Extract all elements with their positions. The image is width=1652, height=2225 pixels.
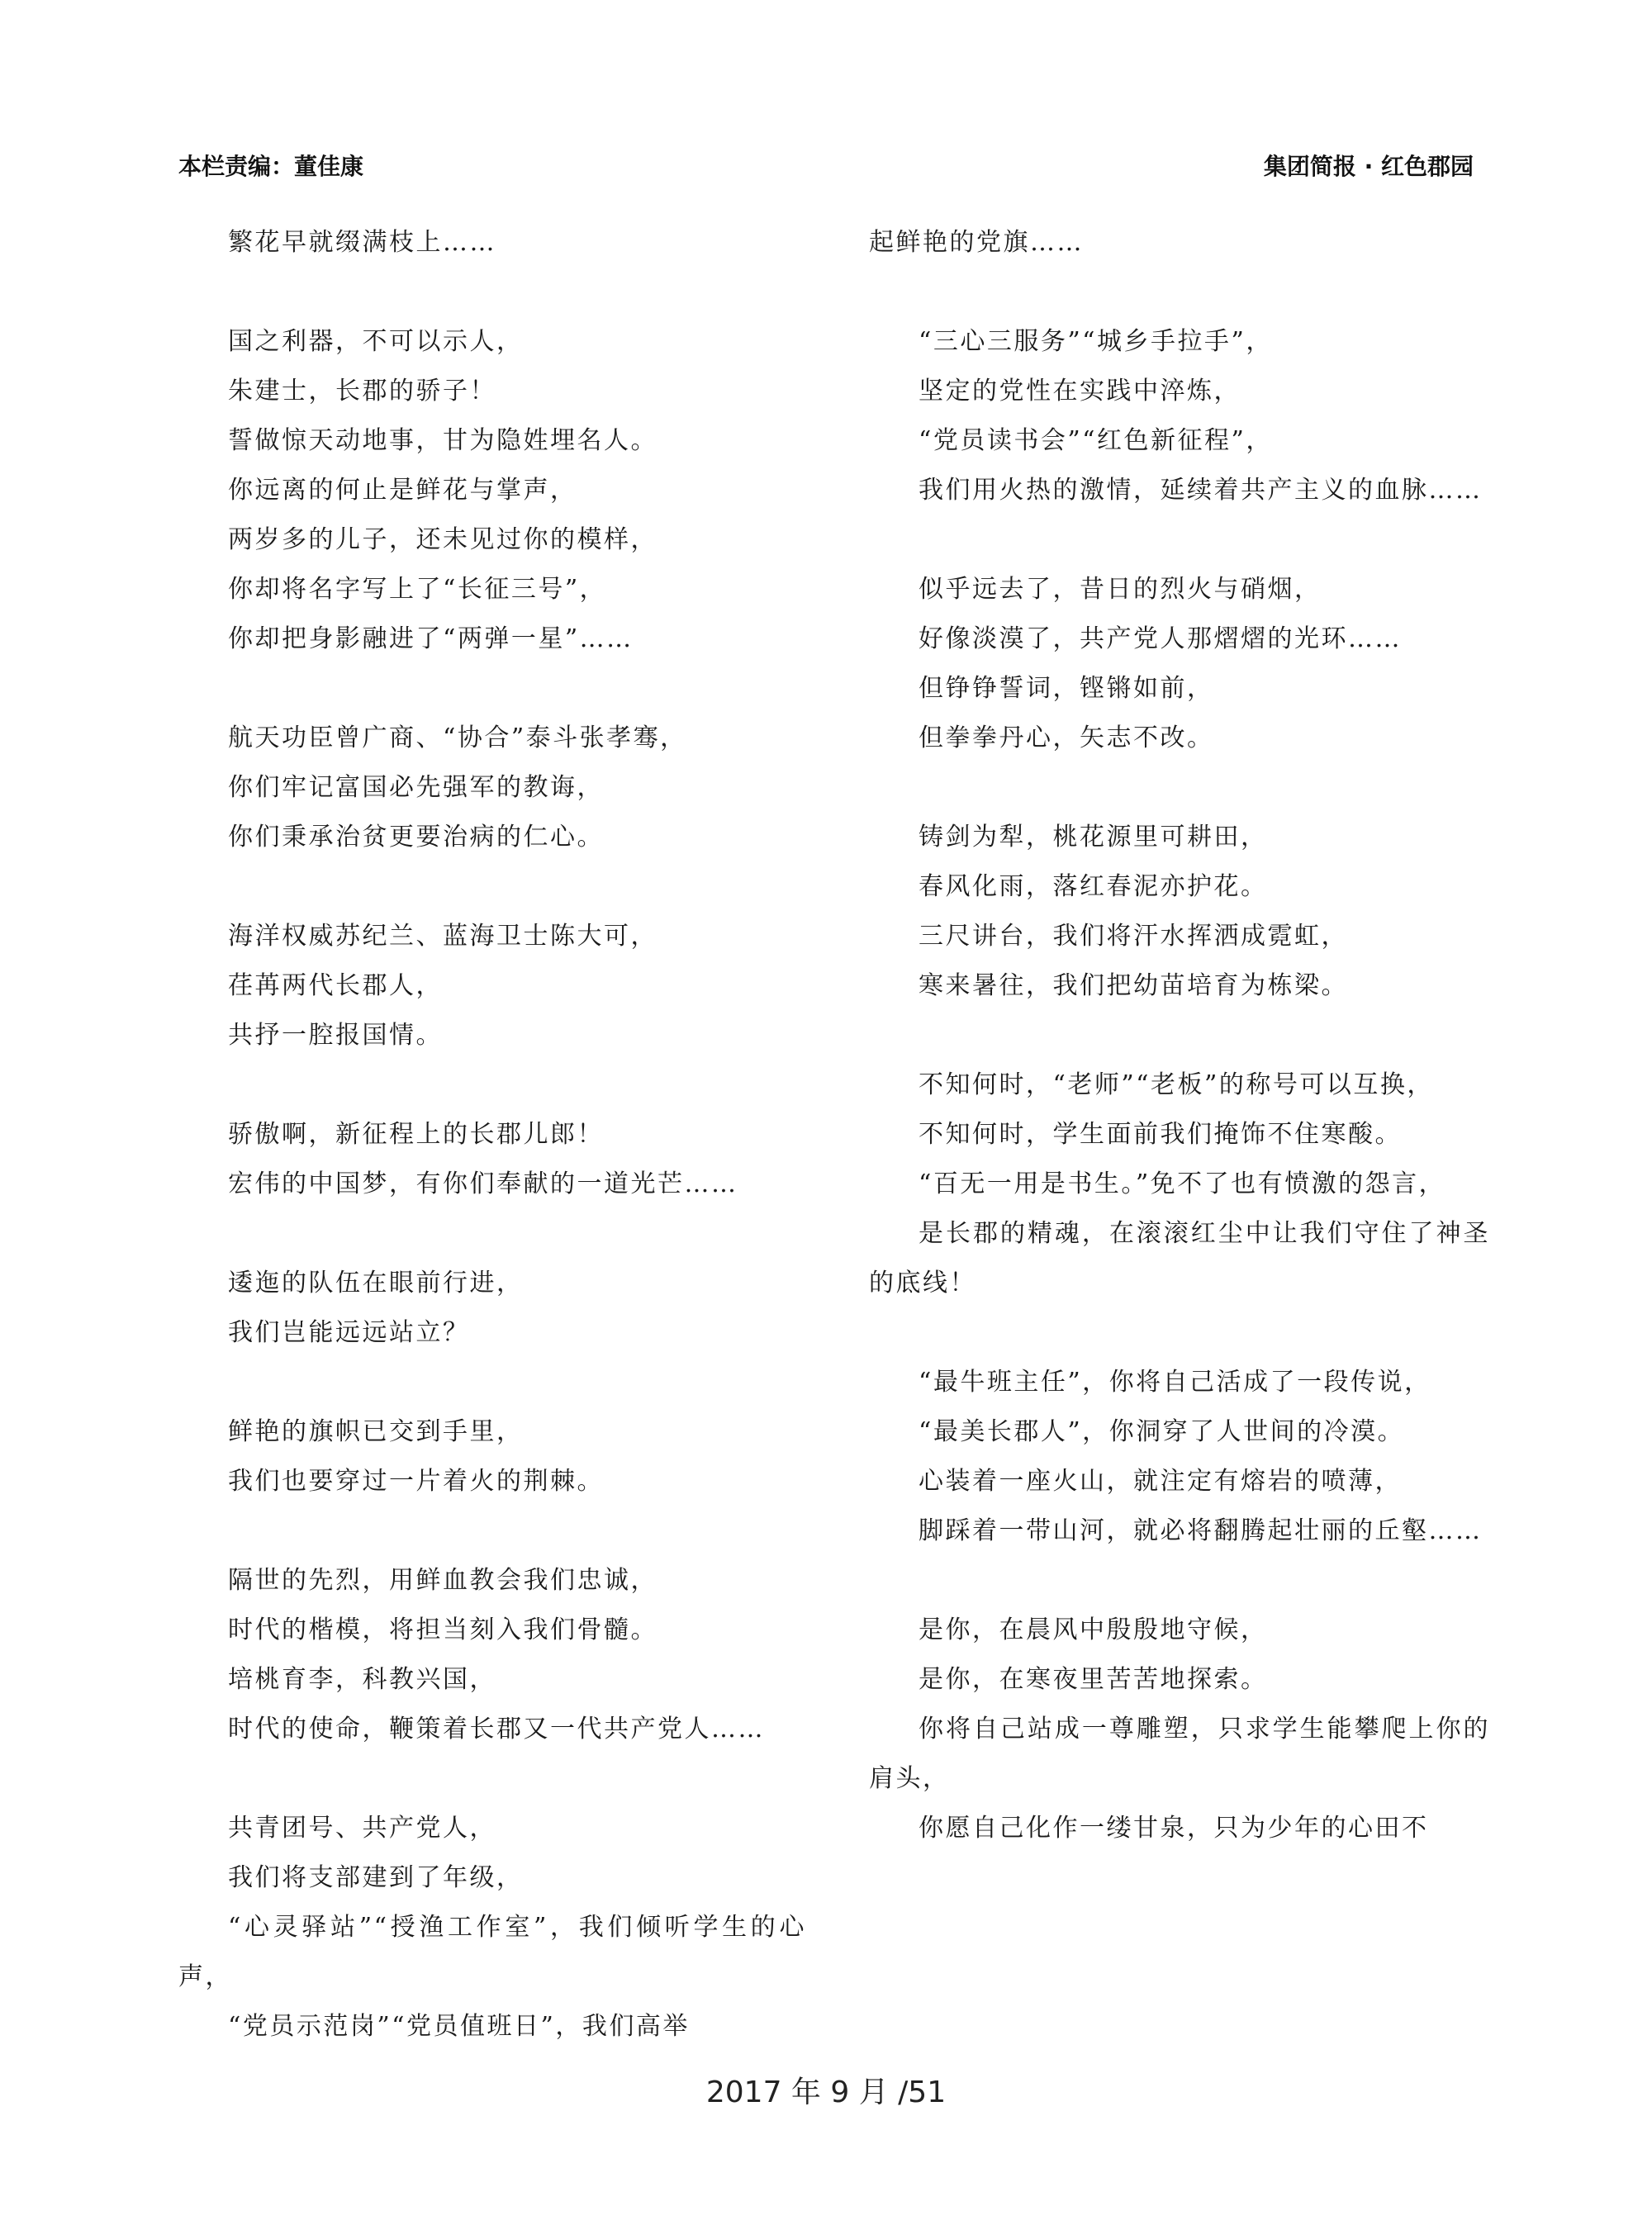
poem-line: 培桃育李，科教兴国， xyxy=(228,1665,496,1694)
right-column xyxy=(869,218,1490,1853)
poem-line: 你们秉承治贫更要治病的仁心。 xyxy=(228,823,604,852)
poem-line: 我们也要穿过一片着火的荆棘。 xyxy=(228,1467,604,1496)
poem-line: 铸剑为犁，桃花源里可耕田， xyxy=(919,823,1268,852)
poem-line: 鲜艳的旗帜已交到手里， xyxy=(228,1417,524,1446)
poem-line: 你将自己站成一尊雕塑，只求学生能攀爬上你的肩头， xyxy=(869,1715,1490,1793)
poem-line: “百无一用是书生。”免不了也有愤激的怨言， xyxy=(919,1169,1446,1198)
poem-line: 两岁多的儿子，还未见过你的模样， xyxy=(228,525,657,554)
poem-line: 海洋权威苏纪兰、蓝海卫士陈大可， xyxy=(228,922,657,951)
poem-line: 起鲜艳的党旗…… xyxy=(869,228,1084,257)
poem-line: 骄傲啊，新征程上的长郡儿郎！ xyxy=(228,1120,604,1149)
poem-line: 我们岂能远远站立？ xyxy=(228,1318,470,1347)
poem-line: 你远离的何止是鲜花与掌声， xyxy=(228,476,577,505)
poem-line: 时代的使命，鞭策着长郡又一代共产党人…… xyxy=(228,1715,765,1743)
poem-line: 不知何时，“老师”“老板”的称号可以互换， xyxy=(919,1070,1434,1099)
poem-line: “党员读书会”“红色新征程”， xyxy=(919,426,1273,455)
poem-line: 是你，在晨风中殷殷地守候， xyxy=(919,1615,1268,1644)
section-title: 集团简报 · 红色郡园 xyxy=(1263,153,1474,180)
poem-line: 春风化雨，落红春泥亦护花。 xyxy=(919,872,1268,901)
poem-line: 共抒一腔报国情。 xyxy=(228,1021,443,1050)
poem-line: 荏苒两代长郡人， xyxy=(228,971,443,1000)
poem-line: 是你，在寒夜里苦苦地探索。 xyxy=(919,1665,1268,1694)
poem-line: 三尺讲台，我们将汗水挥洒成霓虹， xyxy=(919,922,1348,951)
poem-line: “最美长郡人”，你洞穿了人世间的冷漠。 xyxy=(919,1417,1405,1446)
poem-line: 你愿自己化作一缕甘泉，只为少年的心田不 xyxy=(919,1814,1429,1843)
poem-line: 你们牢记富国必先强军的教诲， xyxy=(228,773,604,802)
poem-line: 你却将名字写上了“长征三号”， xyxy=(228,575,607,604)
poem-line: 但铮铮誓词，铿锵如前， xyxy=(919,674,1214,703)
poem-line: 逶迤的队伍在眼前行进， xyxy=(228,1269,524,1298)
poem-line: 宏伟的中国梦，有你们奉献的一道光芒…… xyxy=(228,1169,738,1198)
poem-line: 隔世的先烈，用鲜血教会我们忠诚， xyxy=(228,1566,657,1595)
poem-line: 繁花早就缀满枝上…… xyxy=(228,228,496,257)
poem-line: 你却把身影融进了“两弹一星”…… xyxy=(228,624,634,653)
poem-line: 朱建士，长郡的骄子！ xyxy=(228,377,496,406)
poem-line: 似乎远去了，昔日的烈火与硝烟， xyxy=(919,575,1322,604)
editor-credit: 本栏责编：董佳康 xyxy=(178,153,364,180)
poem-line: “最牛班主任”，你将自己活成了一段传说， xyxy=(919,1368,1431,1397)
poem-line: 国之利器，不可以示人， xyxy=(228,327,524,356)
poem-line: “党员示范岗”“党员值班日”，我们高举 xyxy=(228,2012,690,2041)
poem-line: 航天功臣曾广商、“协合”泰斗张孝骞， xyxy=(228,723,687,752)
poem-line: 我们将支部建到了年级， xyxy=(228,1863,524,1892)
poem-line: 但拳拳丹心，矢志不改。 xyxy=(919,723,1214,752)
poem-line: 寒来暑往，我们把幼苗培育为栋梁。 xyxy=(919,971,1348,1000)
poem-line: 好像淡漠了，共产党人那熠熠的光环…… xyxy=(919,624,1402,653)
poem-line: 誓做惊天动地事，甘为隐姓埋名人。 xyxy=(228,426,657,455)
poem-line: 心装着一座火山，就注定有熔岩的喷薄， xyxy=(919,1467,1402,1496)
poem-line: 我们用火热的激情，延续着共产主义的血脉…… xyxy=(919,476,1483,505)
left-column xyxy=(178,218,806,2052)
poem-line: 时代的楷模，将担当刻入我们骨髓。 xyxy=(228,1615,657,1644)
poem-line: 脚踩着一带山河，就必将翻腾起壮丽的丘壑…… xyxy=(919,1516,1483,1545)
poem-line: “心灵驿站”“授渔工作室”，我们倾听学生的心声， xyxy=(178,1913,806,1991)
poem-line: 不知何时，学生面前我们掩饰不住寒酸。 xyxy=(919,1120,1402,1149)
page-header xyxy=(178,149,1474,185)
poem-line: 坚定的党性在实践中淬炼， xyxy=(919,377,1241,406)
poem-line: “三心三服务”“城乡手拉手”， xyxy=(919,327,1273,356)
poem-line: 共青团号、共产党人， xyxy=(228,1814,496,1843)
page-footer: 2017 年 9 月 /51 xyxy=(705,2076,947,2109)
poem-line: 是长郡的精魂，在滚滚红尘中让我们守住了神圣的底线！ xyxy=(869,1219,1490,1298)
